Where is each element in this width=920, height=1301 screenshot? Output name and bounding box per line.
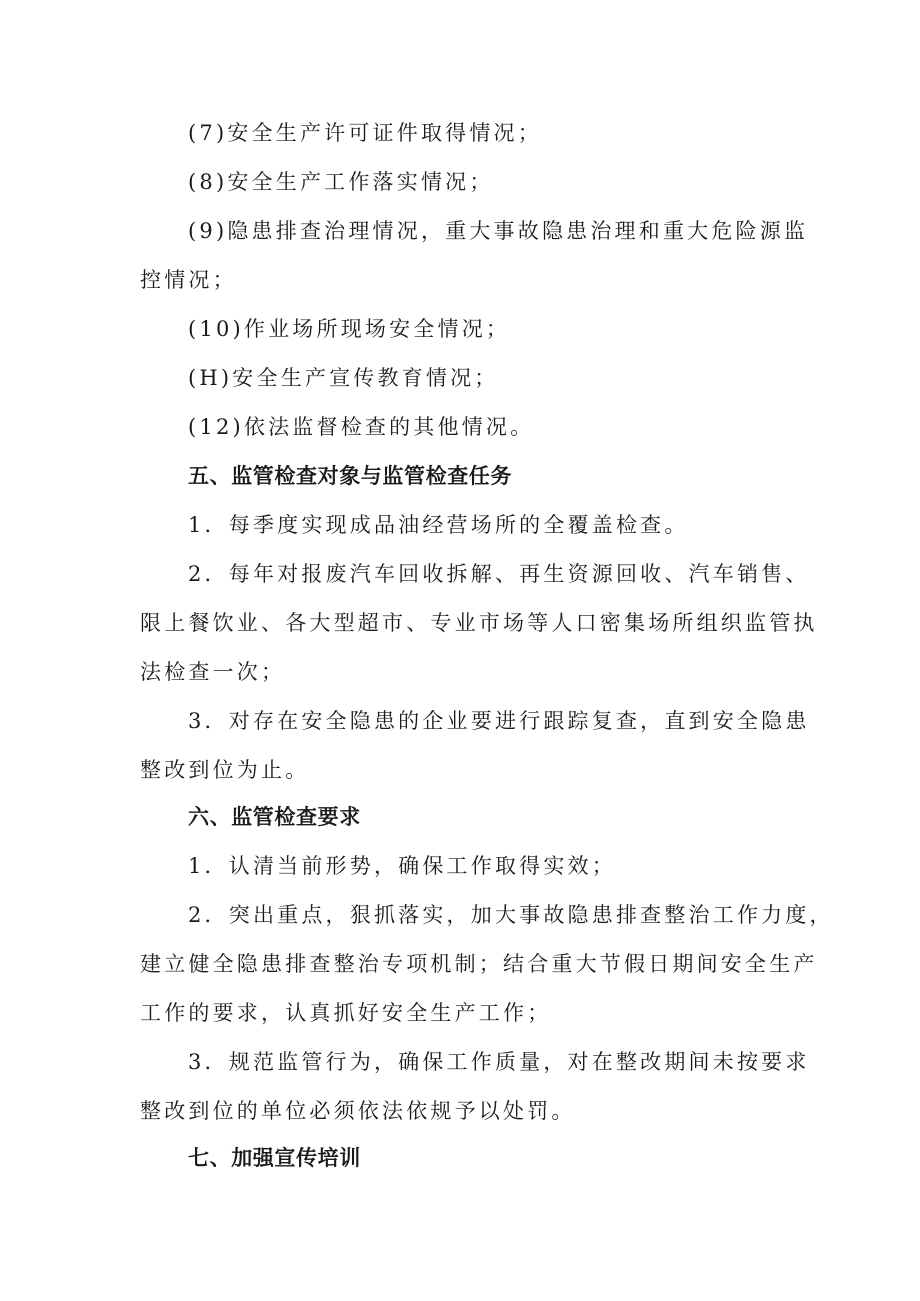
section5-paragraph-3-line2: 整改到位为止。 [140, 758, 310, 782]
section5-paragraph-1: 1．每季度实现成品油经营场所的全覆盖检查。 [188, 513, 689, 537]
section-heading-5: 五、监管检查对象与监管检查任务 [188, 464, 512, 488]
section5-paragraph-3-line1: 3．对存在安全隐患的企业要进行跟踪复查，直到安全隐患 [188, 709, 810, 733]
list-item-8: (8)安全生产工作落实情况； [188, 170, 494, 194]
section-heading-7: 七、加强宣传培训 [188, 1146, 361, 1170]
list-item-11: (H)安全生产宣传教育情况； [188, 366, 499, 390]
section6-paragraph-3-line2: 整改到位的单位必须依法依规予以处罚。 [140, 1099, 576, 1123]
list-item-12: (12)依法监督检查的其他情况。 [188, 415, 535, 439]
section6-paragraph-2-line2: 建立健全隐患排查整治专项机制；结合重大节假日期间安全生产 [140, 952, 818, 976]
section6-paragraph-2-line3: 工作的要求，认真抓好安全生产工作； [140, 1001, 552, 1025]
list-item-10: (10)作业场所现场安全情况； [188, 317, 511, 341]
section6-paragraph-3-line1: 3．规范监管行为，确保工作质量，对在整改期间未按要求 [188, 1050, 810, 1074]
section6-paragraph-2-line1: 2．突出重点，狠抓落实，加大事故隐患排查整治工作力度， [188, 903, 834, 927]
section5-paragraph-2-line1: 2．每年对报废汽车回收拆解、再生资源回收、汽车销售、 [188, 562, 810, 586]
section6-paragraph-1: 1．认清当前形势，确保工作取得实效； [188, 854, 616, 878]
list-item-9-line1: (9)隐患排查治理情况，重大事故隐患治理和重大危险源监 [188, 219, 809, 243]
section-heading-6: 六、监管检查要求 [188, 805, 361, 829]
section5-paragraph-2-line2: 限上餐饮业、各大型超市、专业市场等人口密集场所组织监管执 [140, 611, 818, 635]
section5-paragraph-2-line3: 法检查一次； [140, 660, 286, 684]
list-item-7: (7)安全生产许可证件取得情况； [188, 121, 542, 145]
list-item-9-line2: 控情况； [140, 268, 237, 292]
